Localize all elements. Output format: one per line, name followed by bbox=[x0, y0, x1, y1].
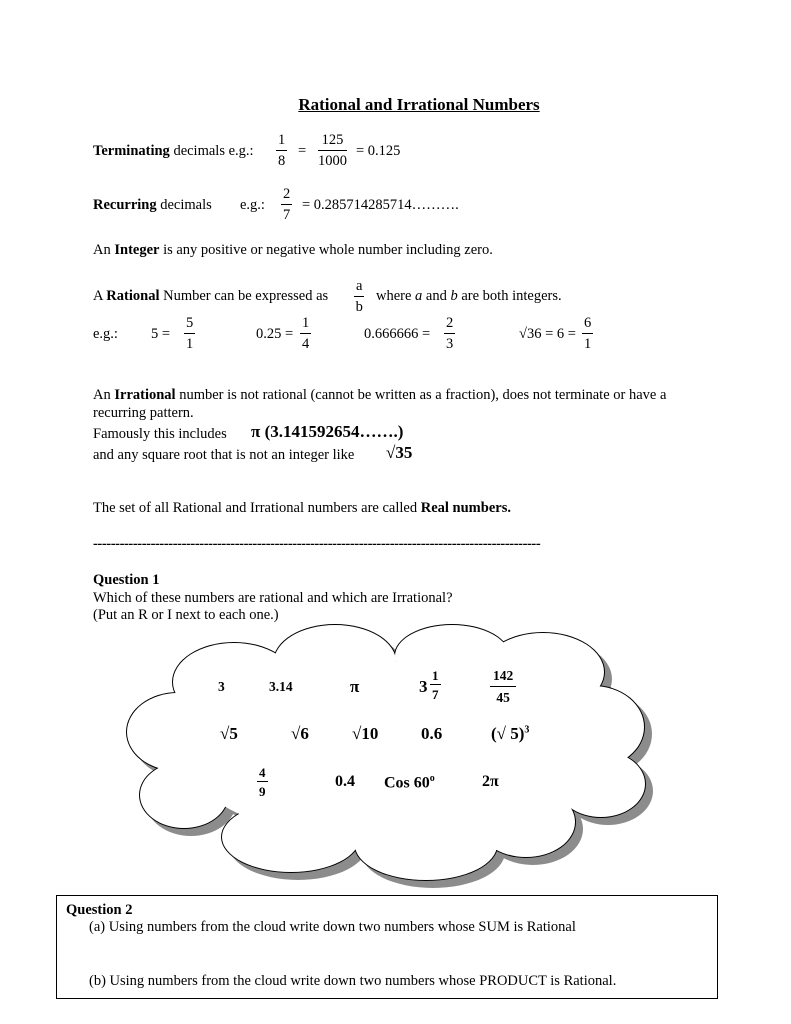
question-1-line-2: (Put an R or I next to each one.) bbox=[93, 607, 279, 623]
cloud-two-pi: 2π bbox=[482, 773, 499, 790]
example-2-fraction: $\frac{1}{4}$ bbox=[302, 315, 310, 352]
question-1-line-1: Which of these numbers are rational and which are Irrational? bbox=[93, 590, 453, 606]
fraction-2-7: $\frac{2}{7}$ bbox=[283, 186, 291, 223]
question-1-heading: Question 1 bbox=[93, 572, 160, 588]
terminating-text: decimals e.g.: bbox=[169, 143, 254, 159]
cloud-root-5: √5 bbox=[220, 724, 238, 743]
divider: ----------------------------------------------------------------------------------------------------- bbox=[93, 536, 541, 552]
integer-definition: An Integer is any positive or negative whole number including zero. bbox=[93, 242, 493, 258]
cloud-fraction-1-7: $\frac{1}{7}$ bbox=[432, 668, 439, 702]
cloud-cos-60: Cos 60$^o$ bbox=[384, 773, 435, 792]
example-4-lhs: √36 = 6 = bbox=[519, 326, 576, 342]
fraction-125-1000: $\frac{125}{1000}$ bbox=[318, 132, 347, 169]
real-numbers-line: The set of all Rational and Irrational numbers are called Real numbers. bbox=[93, 500, 511, 516]
question-2-part-b: (b) Using numbers from the cloud write down two numbers whose PRODUCT is Rational. bbox=[89, 973, 617, 989]
examples-eg: e.g.: bbox=[93, 326, 118, 342]
example-2-lhs: 0.25 = bbox=[256, 326, 294, 342]
question-2-heading: Question 2 bbox=[66, 902, 133, 918]
cloud-fraction-142-45: $\frac{142}{45}$ bbox=[490, 669, 516, 704]
cloud-fraction-4-9: $\frac{4}{9}$ bbox=[259, 765, 266, 799]
question-2-part-a: (a) Using numbers from the cloud write down two numbers whose SUM is Rational bbox=[89, 919, 576, 935]
fraction-1-8: $\frac{1}{8}$ bbox=[278, 132, 286, 169]
square-root-text: and any square root that is not an integer like bbox=[93, 447, 355, 463]
recurring-result: = 0.285714285714………. bbox=[302, 197, 459, 213]
cloud-decimal-0-4: 0.4 bbox=[335, 773, 355, 790]
cloud-root-5-cubed: (√ 5)$^3$ bbox=[491, 724, 530, 743]
pi-value: π (3.141592654…….) bbox=[251, 422, 404, 441]
famous-text: Famously this includes bbox=[93, 426, 227, 442]
cloud-number-3-14: 3.14 bbox=[269, 679, 293, 694]
recurring-eg: e.g.: bbox=[240, 197, 265, 213]
irrational-line-2: recurring pattern. bbox=[93, 405, 194, 421]
root-35: √35 bbox=[386, 443, 413, 462]
cloud-number-3: 3 bbox=[218, 679, 225, 694]
fraction-a-b: $\frac{a}{b}$ bbox=[355, 278, 363, 315]
recurring-line bbox=[93, 197, 212, 214]
terminating-term: Terminating bbox=[93, 143, 170, 159]
example-3-lhs: 0.666666 = bbox=[364, 326, 431, 342]
cloud-decimal-0-6: 0.6 bbox=[421, 724, 443, 743]
rational-definition: A Rational Number can be expressed as bbox=[93, 288, 329, 304]
cloud-root-6: √6 bbox=[291, 724, 309, 743]
cloud-pi: π bbox=[350, 677, 360, 696]
irrational-line-1: An Irrational number is not rational (cannot be written as a fraction), does not terminate or have a bbox=[93, 387, 667, 403]
cloud-mixed-whole: 3 bbox=[419, 677, 428, 696]
example-1-fraction: $\frac{5}{1}$ bbox=[186, 315, 194, 352]
cloud-root-10: √10 bbox=[352, 724, 379, 743]
rational-where: where a and b are both integers. bbox=[376, 288, 562, 304]
terminating-line bbox=[93, 143, 254, 160]
page-title: Rational and Irrational Numbers bbox=[298, 95, 540, 114]
terminating-result: = 0.125 bbox=[356, 143, 401, 159]
cloud-shape bbox=[118, 612, 678, 902]
recurring-term: Recurring bbox=[93, 197, 157, 213]
example-3-fraction: $\frac{2}{3}$ bbox=[446, 315, 454, 352]
recurring-text: decimals bbox=[156, 197, 212, 213]
example-4-fraction: $\frac{6}{1}$ bbox=[584, 315, 592, 352]
example-1-lhs: 5 = bbox=[151, 326, 171, 342]
equals-sign: = bbox=[298, 143, 307, 159]
